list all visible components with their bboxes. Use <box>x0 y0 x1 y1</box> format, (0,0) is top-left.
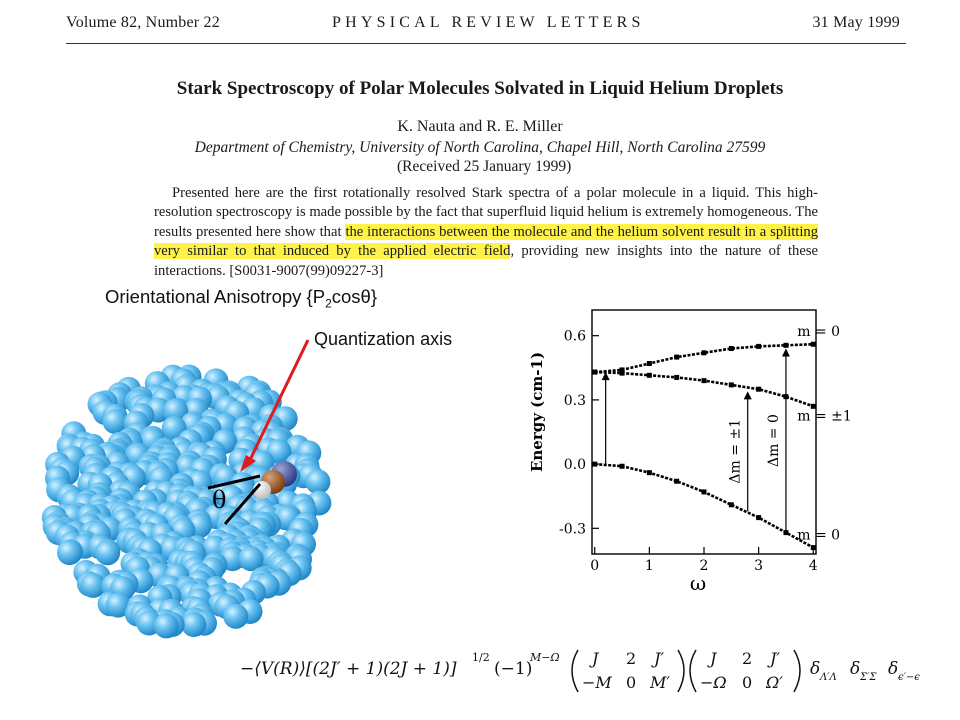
helium-droplet-illustration <box>36 360 356 650</box>
data-point <box>702 350 707 355</box>
matrix2-right-paren <box>794 650 800 692</box>
data-point <box>756 344 761 349</box>
helium-atom <box>57 540 82 565</box>
helium-atom <box>223 604 248 629</box>
m1-c: J′ <box>654 649 665 668</box>
m2-c: J′ <box>770 649 781 668</box>
delta-3: δ <box>888 659 899 679</box>
series-name-label: m = 0 <box>797 527 841 544</box>
data-point <box>647 373 652 378</box>
delta-2-sub: Σ′Σ <box>860 672 877 683</box>
m2-b: 2 <box>742 649 753 668</box>
m2-a: J <box>710 649 717 668</box>
delta-3-sub: ϵ′−ϵ <box>898 672 920 683</box>
x-tick-label: 3 <box>754 558 764 574</box>
journal-date: 31 May 1999 <box>812 14 900 31</box>
series-name-label: m = ±1 <box>797 408 852 425</box>
matrix2-left-paren <box>690 650 696 692</box>
data-point <box>620 371 625 376</box>
x-tick-label: 2 <box>699 558 709 574</box>
m1-d: −M <box>582 673 612 692</box>
data-point <box>729 502 734 507</box>
paper-title: Stark Spectroscopy of Polar Molecules Solvated in Liquid Helium Droplets <box>176 78 784 99</box>
y-tick-label: 0.0 <box>563 457 586 474</box>
y-tick-label: 0.3 <box>563 392 586 409</box>
transition-arrowhead <box>744 391 752 399</box>
x-tick-label: 1 <box>644 558 654 574</box>
paper-affiliation: Department of Chemistry, University of North Carolina, Chapel Hill, North Carolina 27599 <box>194 139 766 156</box>
data-point <box>756 515 761 520</box>
theta-symbol: θ <box>212 486 227 514</box>
series-line <box>595 372 814 406</box>
y-axis-label: Energy (cm-1) <box>528 351 546 473</box>
data-point <box>620 464 625 469</box>
data-point <box>702 378 707 383</box>
m1-b: 2 <box>626 649 637 668</box>
energy-level-chart <box>520 296 860 596</box>
data-point <box>729 346 734 351</box>
matrix1-left-paren <box>572 650 578 692</box>
matrix-element-formula <box>240 640 940 700</box>
formula-sign: (−1) <box>494 659 533 679</box>
data-point <box>702 489 707 494</box>
data-point <box>783 343 788 348</box>
m1-e: 0 <box>626 673 637 692</box>
helium-atom <box>154 613 179 638</box>
matrix1-right-paren <box>678 650 684 692</box>
quantization-axis-label: Quantization axis <box>314 329 453 349</box>
transition-label: Δm = ±1 <box>727 418 744 484</box>
formula-sign-exponent: M−Ω <box>530 651 560 664</box>
helium-atoms <box>42 365 332 639</box>
paper-received: (Received 25 January 1999) <box>397 158 572 175</box>
transition-arrowhead <box>782 349 790 357</box>
m1-f: M′ <box>650 673 671 692</box>
abstract-highlight: the interactions between the molecule and the helium solvent result in a splitting very similar to that induced by the applied electric field <box>154 223 818 260</box>
delta-1: δ <box>810 659 821 679</box>
y-tick-label: 0.6 <box>563 328 586 345</box>
x-tick-label: 0 <box>590 558 600 574</box>
data-point <box>674 355 679 360</box>
formula-prefix: −⟨V(R)⟩[(2J′ + 1)(2J + 1)] <box>240 659 457 679</box>
series-line <box>595 344 814 372</box>
m2-f: Ω′ <box>766 673 783 692</box>
m2-e: 0 <box>742 673 753 692</box>
helium-atom <box>95 540 120 565</box>
m2-d: −Ω <box>700 673 727 692</box>
header-rule <box>66 43 906 44</box>
data-point <box>756 387 761 392</box>
delta-2: δ <box>850 659 861 679</box>
data-point <box>592 462 597 467</box>
x-tick-label: 4 <box>808 558 818 574</box>
data-point <box>674 375 679 380</box>
abstract-text: Presented here are the first rotationally resolved Stark spectra of a polar molecule in a liquid. This high-resolution spectroscopy is made possible by the fact that superfluid liquid helium is extremely homogeneous. The results presented here show that <box>154 185 818 240</box>
journal-volume: Volume 82, Number 22 <box>66 14 220 31</box>
data-point <box>674 479 679 484</box>
data-point <box>729 382 734 387</box>
data-point <box>811 342 816 347</box>
data-point <box>811 545 816 550</box>
abstract-text-end: , providing new insights into the nature of these interactions. [S0031-9007(99)09227-3] <box>154 243 818 279</box>
series-line <box>595 464 814 547</box>
x-axis-label: ω <box>689 571 707 595</box>
y-tick-label: -0.3 <box>559 521 586 538</box>
paper-abstract <box>154 184 818 281</box>
series-name-label: m = 0 <box>797 324 841 341</box>
delta-1-sub: Λ′Λ <box>820 672 837 683</box>
paper-authors: K. Nauta and R. E. Miller <box>397 118 563 135</box>
orientational-anisotropy-label: Orientational Anisotropy $\{P_2\cos\theta\}$ <box>105 286 378 311</box>
formula-half-exponent: 1/2 <box>472 651 490 664</box>
data-point <box>647 470 652 475</box>
journal-name: PHYSICAL REVIEW LETTERS <box>332 14 645 31</box>
m1-a: J <box>592 649 599 668</box>
data-point <box>647 361 652 366</box>
transition-label: Δm = 0 <box>765 414 782 468</box>
data-point <box>592 370 597 375</box>
helium-atom <box>181 612 206 637</box>
